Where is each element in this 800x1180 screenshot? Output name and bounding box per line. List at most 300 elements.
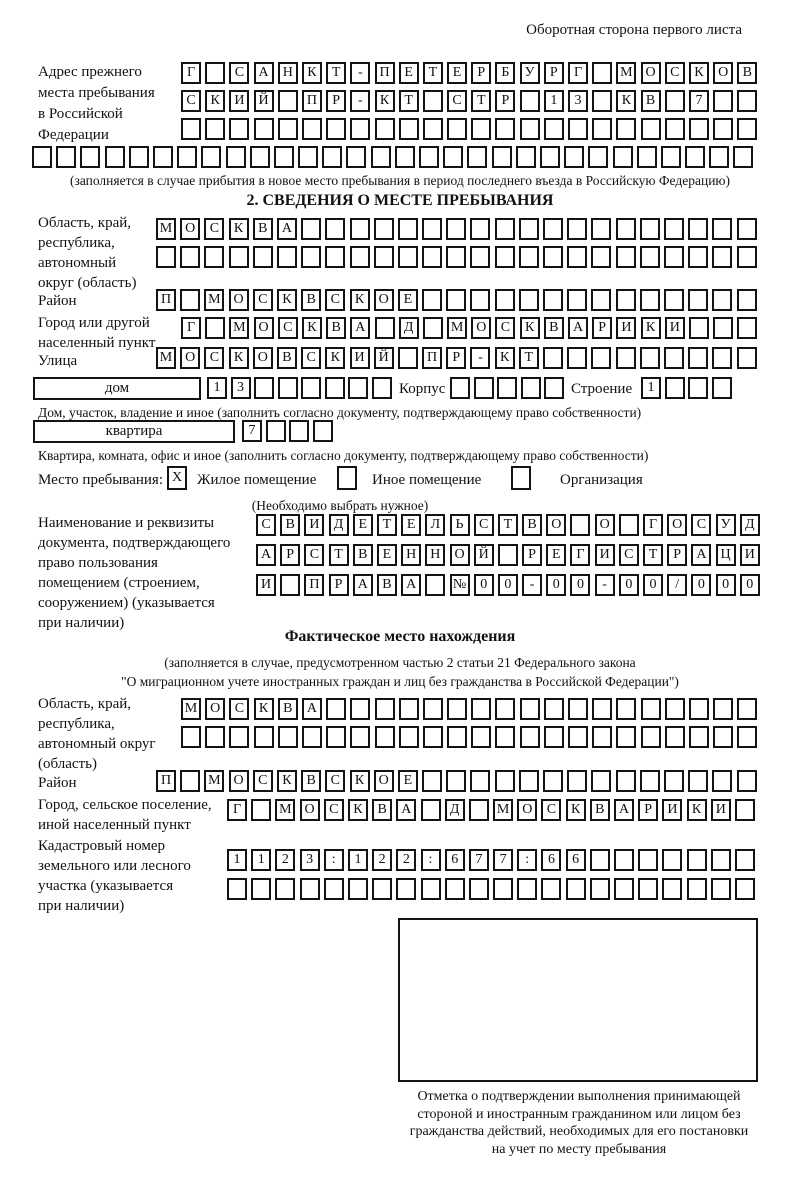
char-box[interactable]: О [254,317,274,339]
char-box[interactable]: Ь [450,514,470,536]
char-box[interactable] [520,90,540,112]
char-box[interactable]: 3 [231,377,251,399]
char-box[interactable]: 1 [227,849,247,871]
char-box[interactable]: 1 [207,377,227,399]
char-box[interactable] [712,377,732,399]
char-box[interactable]: В [377,574,397,596]
char-box[interactable]: А [353,574,373,596]
char-box[interactable] [543,246,563,268]
char-box[interactable] [322,146,342,168]
char-box[interactable] [688,377,708,399]
char-box[interactable] [205,726,225,748]
char-box[interactable]: Г [227,799,247,821]
char-box[interactable]: П [156,770,176,792]
char-box[interactable] [665,377,685,399]
char-box[interactable] [567,218,587,240]
char-box[interactable] [266,420,286,442]
char-box[interactable] [253,246,273,268]
char-box[interactable] [713,698,733,720]
char-box[interactable] [520,118,540,140]
char-box[interactable] [348,878,368,900]
char-box[interactable] [447,118,467,140]
char-box[interactable] [423,90,443,112]
char-box[interactable] [419,146,439,168]
char-box[interactable] [277,246,297,268]
char-box[interactable] [665,698,685,720]
char-box[interactable] [713,726,733,748]
char-box[interactable] [450,377,470,399]
char-box[interactable] [567,289,587,311]
char-box[interactable]: С [278,317,298,339]
char-box[interactable]: С [304,544,324,566]
char-box[interactable]: В [590,799,610,821]
char-box[interactable] [375,317,395,339]
char-box[interactable] [375,726,395,748]
char-box[interactable] [423,726,443,748]
char-box[interactable] [640,289,660,311]
char-box[interactable] [613,146,633,168]
char-box[interactable]: Т [498,514,518,536]
char-box[interactable] [544,118,564,140]
char-box[interactable]: А [256,544,276,566]
char-box[interactable]: / [667,574,687,596]
char-box[interactable]: Т [519,347,539,369]
char-box[interactable] [399,698,419,720]
char-box[interactable] [737,698,757,720]
char-box[interactable] [737,289,757,311]
char-box[interactable] [588,146,608,168]
char-box[interactable] [570,514,590,536]
char-box[interactable] [735,878,755,900]
char-box[interactable] [398,246,418,268]
char-box[interactable]: Т [423,62,443,84]
char-box[interactable]: И [350,347,370,369]
char-box[interactable]: Л [425,514,445,536]
char-box[interactable] [56,146,76,168]
char-box[interactable] [398,347,418,369]
char-box[interactable]: И [256,574,276,596]
char-box[interactable] [398,218,418,240]
char-box[interactable] [591,347,611,369]
char-box[interactable] [278,90,298,112]
char-box[interactable]: Г [181,317,201,339]
char-box[interactable]: С [253,289,273,311]
char-box[interactable]: В [353,544,373,566]
char-box[interactable]: К [254,698,274,720]
char-box[interactable]: А [396,799,416,821]
char-box[interactable] [544,726,564,748]
char-box[interactable]: К [348,799,368,821]
char-box[interactable] [422,218,442,240]
char-box[interactable] [302,726,322,748]
char-box[interactable] [422,289,442,311]
char-box[interactable] [181,726,201,748]
char-box[interactable]: 7 [469,849,489,871]
char-box[interactable]: 3 [300,849,320,871]
char-box[interactable] [469,799,489,821]
char-box[interactable] [280,574,300,596]
char-box[interactable]: В [277,347,297,369]
char-box[interactable]: Д [329,514,349,536]
char-box[interactable] [737,90,757,112]
char-box[interactable]: : [324,849,344,871]
char-box[interactable] [519,246,539,268]
char-box[interactable]: П [156,289,176,311]
char-box[interactable] [591,770,611,792]
char-box[interactable] [350,726,370,748]
char-box[interactable] [425,574,445,596]
char-box[interactable]: Д [399,317,419,339]
char-box[interactable]: К [277,289,297,311]
char-box[interactable]: В [278,698,298,720]
char-box[interactable]: М [181,698,201,720]
char-box[interactable]: О [517,799,537,821]
char-box[interactable] [443,146,463,168]
char-box[interactable]: С [253,770,273,792]
char-box[interactable] [737,218,757,240]
char-box[interactable]: С [665,62,685,84]
char-box[interactable]: Н [425,544,445,566]
char-box[interactable] [181,118,201,140]
char-box[interactable]: В [301,289,321,311]
char-box[interactable] [446,289,466,311]
char-box[interactable]: У [716,514,736,536]
char-box[interactable] [371,146,391,168]
char-box[interactable] [688,289,708,311]
char-box[interactable] [713,317,733,339]
char-box[interactable] [204,246,224,268]
char-box[interactable]: С [325,770,345,792]
char-box[interactable] [712,218,732,240]
char-box[interactable] [737,118,757,140]
char-box[interactable]: Р [667,544,687,566]
char-box[interactable]: М [275,799,295,821]
char-box[interactable]: К [325,347,345,369]
char-box[interactable]: В [737,62,757,84]
char-box[interactable] [662,878,682,900]
char-box[interactable]: А [401,574,421,596]
char-box[interactable] [640,347,660,369]
char-box[interactable] [423,698,443,720]
char-box[interactable] [474,377,494,399]
char-box[interactable]: К [616,90,636,112]
char-box[interactable]: Р [329,574,349,596]
char-box[interactable]: А [254,62,274,84]
char-box[interactable]: Й [374,347,394,369]
char-box[interactable]: М [156,347,176,369]
char-box[interactable] [495,246,515,268]
char-box[interactable]: О [641,62,661,84]
char-box[interactable] [421,799,441,821]
char-box[interactable]: Г [181,62,201,84]
char-box[interactable] [495,726,515,748]
char-box[interactable]: К [520,317,540,339]
char-box[interactable]: 6 [445,849,465,871]
char-box[interactable] [712,246,732,268]
char-box[interactable] [616,347,636,369]
char-box[interactable]: И [740,544,760,566]
char-box[interactable] [396,878,416,900]
char-box[interactable] [374,218,394,240]
checkbox-organization[interactable] [511,466,531,490]
char-box[interactable]: С [204,218,224,240]
char-box[interactable] [567,246,587,268]
char-box[interactable]: О [229,289,249,311]
char-box[interactable] [302,118,322,140]
char-box[interactable]: Г [568,62,588,84]
char-box[interactable] [422,770,442,792]
char-box[interactable]: Н [278,62,298,84]
char-box[interactable] [711,849,731,871]
char-box[interactable]: В [522,514,542,536]
char-box[interactable] [737,347,757,369]
char-box[interactable]: О [667,514,687,536]
char-box[interactable] [446,218,466,240]
char-box[interactable] [520,726,540,748]
char-box[interactable] [541,878,561,900]
char-box[interactable] [251,878,271,900]
char-box[interactable] [709,146,729,168]
char-box[interactable] [201,146,221,168]
char-box[interactable]: 0 [643,574,663,596]
char-box[interactable]: Д [445,799,465,821]
char-box[interactable] [689,317,709,339]
char-box[interactable]: М [493,799,513,821]
char-box[interactable] [495,218,515,240]
char-box[interactable] [689,118,709,140]
char-box[interactable] [495,289,515,311]
char-box[interactable]: Д [740,514,760,536]
char-box[interactable]: 7 [493,849,513,871]
char-box[interactable]: - [522,574,542,596]
char-box[interactable]: Р [280,544,300,566]
char-box[interactable] [469,878,489,900]
char-box[interactable] [567,347,587,369]
char-box[interactable] [637,146,657,168]
char-box[interactable] [180,246,200,268]
char-box[interactable]: 7 [242,420,262,442]
char-box[interactable]: С [204,347,224,369]
char-box[interactable] [177,146,197,168]
char-box[interactable] [685,146,705,168]
char-box[interactable]: О [300,799,320,821]
char-box[interactable]: Е [398,770,418,792]
char-box[interactable] [665,118,685,140]
char-box[interactable] [278,726,298,748]
char-box[interactable] [640,218,660,240]
char-box[interactable]: 1 [641,377,661,399]
char-box[interactable]: О [253,347,273,369]
char-box[interactable]: В [326,317,346,339]
char-box[interactable] [326,726,346,748]
char-box[interactable] [712,289,732,311]
char-box[interactable]: С [541,799,561,821]
char-box[interactable] [105,146,125,168]
char-box[interactable]: В [641,90,661,112]
char-box[interactable] [519,218,539,240]
char-box[interactable]: П [304,574,324,596]
char-box[interactable]: В [253,218,273,240]
char-box[interactable] [544,377,564,399]
char-box[interactable]: 1 [544,90,564,112]
char-box[interactable]: 0 [716,574,736,596]
char-box[interactable] [251,799,271,821]
char-box[interactable]: О [595,514,615,536]
char-box[interactable]: М [229,317,249,339]
char-box[interactable]: К [566,799,586,821]
char-box[interactable] [641,726,661,748]
char-box[interactable] [592,90,612,112]
char-box[interactable] [423,317,443,339]
char-box[interactable]: О [229,770,249,792]
char-box[interactable] [375,118,395,140]
char-box[interactable]: Н [401,544,421,566]
char-box[interactable] [180,289,200,311]
char-box[interactable]: С [495,317,515,339]
char-box[interactable]: А [614,799,634,821]
char-box[interactable] [395,146,415,168]
char-box[interactable]: 6 [566,849,586,871]
char-box[interactable]: К [229,347,249,369]
char-box[interactable] [619,514,639,536]
char-box[interactable] [399,118,419,140]
char-box[interactable]: 7 [689,90,709,112]
char-box[interactable] [348,377,368,399]
char-box[interactable]: Р [446,347,466,369]
char-box[interactable] [350,698,370,720]
char-box[interactable] [470,246,490,268]
char-box[interactable]: К [302,62,322,84]
char-box[interactable] [568,726,588,748]
char-box[interactable]: 1 [348,849,368,871]
char-box[interactable]: П [422,347,442,369]
char-box[interactable] [661,146,681,168]
confirmation-stamp-area[interactable] [398,918,758,1082]
char-box[interactable] [520,698,540,720]
char-box[interactable]: Р [495,90,515,112]
char-box[interactable] [616,770,636,792]
char-box[interactable]: И [616,317,636,339]
char-box[interactable] [590,849,610,871]
char-box[interactable] [497,377,517,399]
char-box[interactable] [568,118,588,140]
char-box[interactable] [689,698,709,720]
char-box[interactable] [543,289,563,311]
char-box[interactable]: С [256,514,276,536]
char-box[interactable] [640,246,660,268]
char-box[interactable] [592,726,612,748]
char-box[interactable] [590,878,610,900]
char-box[interactable]: Е [377,544,397,566]
char-box[interactable]: 2 [275,849,295,871]
char-box[interactable]: К [641,317,661,339]
char-box[interactable]: К [205,90,225,112]
char-box[interactable]: И [304,514,324,536]
char-box[interactable]: О [180,347,200,369]
char-box[interactable]: 0 [546,574,566,596]
char-box[interactable] [711,878,731,900]
char-box[interactable]: Т [326,62,346,84]
char-box[interactable] [372,878,392,900]
char-box[interactable] [325,246,345,268]
char-box[interactable] [662,849,682,871]
char-box[interactable] [470,770,490,792]
char-box[interactable] [591,289,611,311]
char-box[interactable] [205,317,225,339]
char-box[interactable] [350,218,370,240]
char-box[interactable] [423,118,443,140]
char-box[interactable]: 2 [396,849,416,871]
char-box[interactable]: 1 [251,849,271,871]
char-box[interactable] [278,377,298,399]
char-box[interactable]: Е [546,544,566,566]
char-box[interactable] [688,347,708,369]
char-box[interactable] [274,146,294,168]
char-box[interactable] [641,698,661,720]
char-box[interactable]: В [280,514,300,536]
char-box[interactable]: Й [474,544,494,566]
char-box[interactable] [229,118,249,140]
char-box[interactable]: О [205,698,225,720]
char-box[interactable]: С [447,90,467,112]
char-box[interactable] [591,218,611,240]
char-box[interactable] [470,289,490,311]
char-box[interactable] [156,246,176,268]
char-box[interactable]: Р [522,544,542,566]
char-box[interactable] [591,246,611,268]
char-box[interactable]: С [181,90,201,112]
char-box[interactable] [616,218,636,240]
char-box[interactable] [254,377,274,399]
char-box[interactable] [664,347,684,369]
char-box[interactable] [301,246,321,268]
char-box[interactable] [180,770,200,792]
char-box[interactable] [399,726,419,748]
char-box[interactable] [205,62,225,84]
char-box[interactable]: № [450,574,470,596]
char-box[interactable]: В [301,770,321,792]
char-box[interactable] [543,347,563,369]
char-box[interactable] [326,698,346,720]
char-box[interactable]: И [711,799,731,821]
char-box[interactable] [325,377,345,399]
char-box[interactable]: - [470,347,490,369]
char-box[interactable] [32,146,52,168]
char-box[interactable]: Т [399,90,419,112]
char-box[interactable]: М [156,218,176,240]
char-box[interactable] [205,118,225,140]
char-box[interactable]: К [229,218,249,240]
char-box[interactable]: Г [570,544,590,566]
char-box[interactable] [616,698,636,720]
char-box[interactable] [298,146,318,168]
char-box[interactable] [616,726,636,748]
char-box[interactable] [278,118,298,140]
char-box[interactable] [543,770,563,792]
char-box[interactable] [254,726,274,748]
char-box[interactable]: О [450,544,470,566]
char-box[interactable]: М [204,770,224,792]
char-box[interactable]: К [350,770,370,792]
char-box[interactable]: 3 [568,90,588,112]
char-box[interactable]: С [229,698,249,720]
char-box[interactable]: Р [471,62,491,84]
char-box[interactable] [495,118,515,140]
char-box[interactable]: Е [399,62,419,84]
char-box[interactable]: Й [254,90,274,112]
char-box[interactable]: И [229,90,249,112]
char-box[interactable] [471,118,491,140]
